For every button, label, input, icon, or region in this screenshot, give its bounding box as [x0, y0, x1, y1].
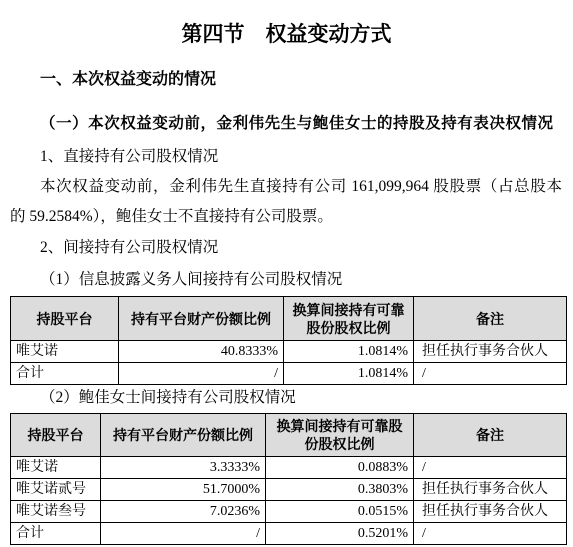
direct-holding-title: 1、直接持有公司股权情况	[40, 148, 219, 165]
indirect-holding-title: 2、间接持有公司股权情况	[40, 239, 219, 256]
platform-cell: 唯艾诺	[11, 341, 119, 363]
table-header-row	[11, 297, 567, 341]
table-total-row	[11, 523, 567, 545]
share-ratio-cell: 7.0236%	[101, 501, 266, 523]
share-ratio-cell: 51.7000%	[101, 479, 266, 501]
share-ratio-cell: /	[101, 523, 266, 545]
table-total-row	[11, 363, 567, 385]
header-share-ratio: 持有平台财产份额比例	[119, 297, 284, 341]
header-note: 备注	[414, 297, 567, 341]
note-cell: 担任执行事务合伙人	[414, 479, 567, 501]
header-platform: 持股平台	[11, 414, 101, 457]
share-ratio-cell: 40.8333%	[119, 341, 284, 363]
platform-cell: 合计	[11, 523, 101, 545]
indirect-ratio-cell: 0.0515%	[266, 501, 414, 523]
paragraph-line: 的 59.2584%），鲍佳女士不直接持有公司股票。	[10, 208, 333, 225]
section-title: 第四节 权益变动方式	[181, 23, 392, 46]
header-share-ratio: 持有平台财产份额比例	[101, 414, 266, 457]
table-row	[11, 341, 567, 363]
header-platform: 持股平台	[11, 297, 119, 341]
indirect-ratio-cell: 0.0883%	[266, 457, 414, 479]
platform-cell: 唯艾诺贰号	[11, 479, 101, 501]
table-header-row	[11, 414, 567, 457]
heading-1: 一、本次权益变动的情况	[40, 71, 217, 88]
indirect-ratio-cell: 0.5201%	[266, 523, 414, 545]
table-caption: （1）信息披露义务人间接持有公司股权情况	[40, 271, 343, 288]
disclosure-party-indirect-holding-table	[10, 296, 567, 385]
platform-cell: 唯艾诺叁号	[11, 501, 101, 523]
table-row	[11, 501, 567, 523]
note-cell: 担任执行事务合伙人	[414, 341, 567, 363]
note-cell: /	[414, 523, 567, 545]
header-indirect-ratio: 换算间接持有可靠 股份股权比例	[284, 297, 414, 341]
indirect-ratio-cell: 0.3803%	[266, 479, 414, 501]
table-row	[11, 479, 567, 501]
platform-cell: 合计	[11, 363, 119, 385]
share-ratio-cell: 3.3333%	[101, 457, 266, 479]
table-row	[11, 457, 567, 479]
share-ratio-cell: /	[119, 363, 284, 385]
note-cell: 担任执行事务合伙人	[414, 501, 567, 523]
paragraph-line: 本次权益变动前，金利伟先生直接持有公司 161,099,964 股股票（占总股本	[40, 178, 562, 195]
bao-jia-indirect-holding-table	[10, 413, 567, 545]
table-caption: （2）鲍佳女士间接持有公司股权情况	[40, 389, 296, 406]
note-cell: /	[414, 457, 567, 479]
header-indirect-ratio: 换算间接持有可靠股 份股权比例	[266, 414, 414, 457]
note-cell: /	[414, 363, 567, 385]
subheading-1: （一）本次权益变动前，金利伟先生与鲍佳女士的持股及持有表决权情况	[40, 115, 553, 132]
indirect-ratio-cell: 1.0814%	[284, 363, 414, 385]
platform-cell: 唯艾诺	[11, 457, 101, 479]
header-note: 备注	[414, 414, 567, 457]
indirect-ratio-cell: 1.0814%	[284, 341, 414, 363]
